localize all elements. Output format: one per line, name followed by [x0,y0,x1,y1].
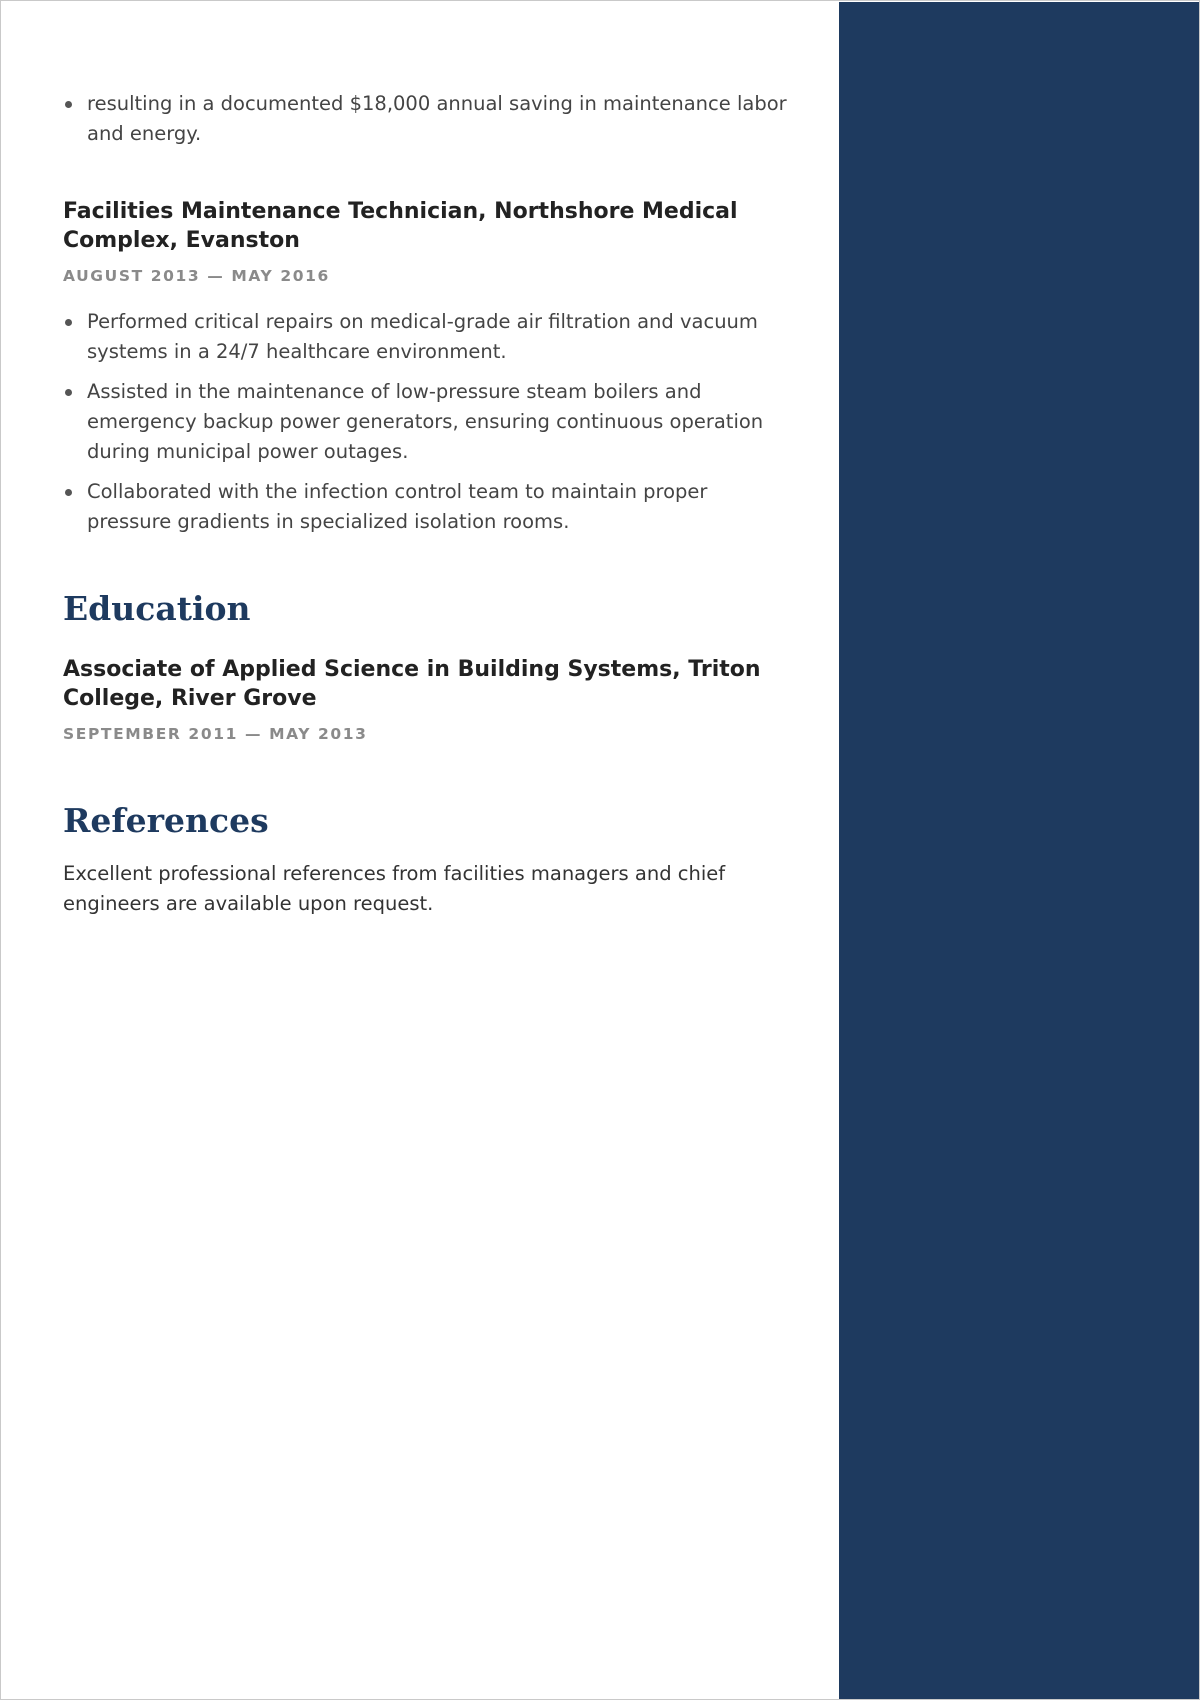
list-item: Assisted in the maintenance of low-pressure steam boilers and emergency backup power generators, ensuring continuous operation during municipal power outages. [63,377,793,467]
education-section [63,589,793,743]
job-entry [63,197,793,537]
job-bullet-list [63,307,793,537]
references-section [63,801,793,919]
job-title: Facilities Maintenance Technician, Northshore Medical Complex, Evanston [63,199,738,253]
references-heading: References [63,801,269,840]
list-item: resulting in a documented $18,000 annual saving in maintenance labor and energy. [63,89,793,149]
list-item: Performed critical repairs on medical-grade air filtration and vacuum systems in a 24/7 healthcare environment. [63,307,793,367]
sidebar-panel [839,2,1200,1699]
previous-job-bullet-list [63,89,793,149]
references-text: Excellent professional references from facilities managers and chief engineers are available upon request. [63,862,726,915]
education-heading: Education [63,589,251,628]
education-dates: SEPTEMBER 2011 — MAY 2013 [63,725,368,743]
job-dates: AUGUST 2013 — MAY 2016 [63,267,330,285]
main-column [63,89,793,919]
list-item: Collaborated with the infection control team to maintain proper pressure gradients in specialized isolation rooms. [63,477,793,537]
education-entry [63,655,793,743]
degree-title: Associate of Applied Science in Building Systems, Triton College, River Grove [63,657,761,711]
